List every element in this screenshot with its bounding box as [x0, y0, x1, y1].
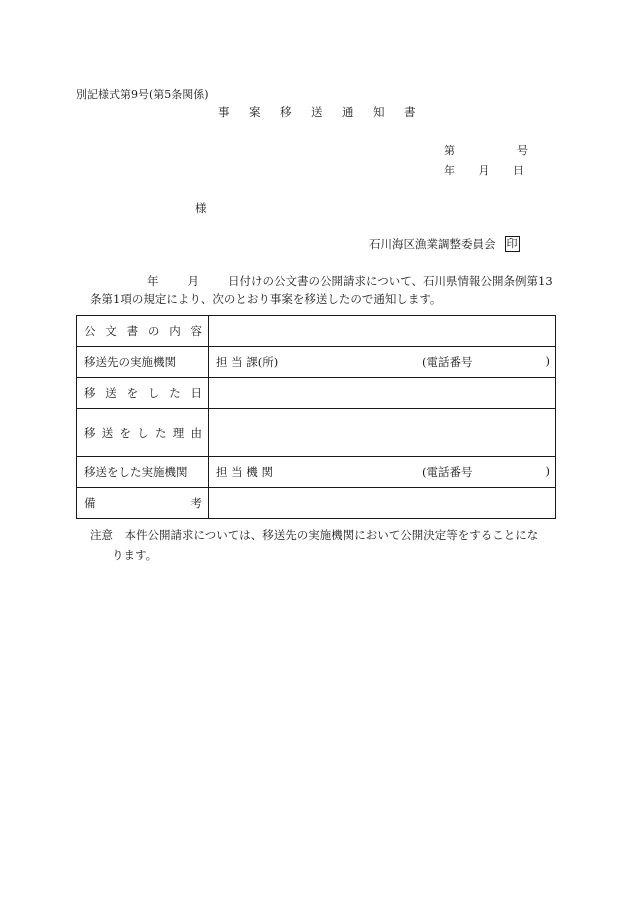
label-char: 文	[105, 324, 117, 338]
sender-block	[369, 236, 520, 252]
label-char: 由	[190, 425, 202, 440]
label-spread	[84, 425, 208, 441]
row-label-transfer-date	[77, 378, 209, 409]
date-year: 年	[444, 164, 455, 177]
destination-value-cell[interactable]	[209, 347, 556, 378]
telephone-field	[422, 464, 550, 480]
body-year: 年	[147, 274, 159, 288]
transfer-reason-value-cell[interactable]	[209, 409, 556, 457]
row-label-contents	[77, 316, 209, 347]
row-label-transfer-reason	[77, 409, 209, 457]
table-row	[77, 457, 556, 488]
date-month: 月	[478, 164, 490, 177]
row-label-remarks	[77, 488, 209, 519]
label-spread	[84, 495, 208, 511]
label-char: 公	[84, 324, 96, 338]
tel-open: (電話番号	[422, 355, 473, 369]
document-title: 事案移送通知書	[218, 105, 435, 119]
form-number: 別記様式第9号(第5条関係)	[76, 88, 209, 101]
label-char: 移	[84, 425, 96, 440]
label-char: し	[147, 386, 160, 400]
label-char: 移	[84, 386, 96, 400]
body-line1-rest: 日付けの公文書の公開請求について、石川県情報公開条例第13	[228, 274, 553, 288]
table-row	[77, 488, 556, 519]
transferring-agency-value-cell[interactable]	[209, 457, 556, 488]
notice-line-2: ります。	[112, 548, 158, 562]
tel-open: (電話番号	[422, 465, 473, 479]
document-number-line	[444, 142, 528, 158]
label-char: の	[147, 324, 160, 338]
tel-close: )	[545, 464, 550, 478]
label-char: し	[137, 425, 149, 440]
row-label-destination	[77, 347, 209, 378]
label-char: 容	[190, 324, 202, 338]
remarks-label-left: 備	[84, 496, 96, 510]
body-line-2: 条第1項の規定により、次のとおり事案を移送したので通知します。	[90, 292, 442, 306]
table-row	[77, 316, 556, 347]
body-line-1	[147, 273, 553, 289]
remarks-label-right: 考	[190, 496, 202, 510]
label-char: 書	[126, 324, 139, 338]
label-char: 送	[105, 386, 117, 400]
seal-mark: 印	[506, 237, 518, 250]
label-char: 理	[172, 425, 185, 440]
label-spread	[84, 323, 208, 339]
issue-date-line	[444, 162, 524, 178]
number-prefix: 第	[444, 144, 455, 157]
contents-value-cell[interactable]	[209, 316, 556, 347]
date-day: 日	[513, 164, 524, 177]
telephone-field	[422, 354, 550, 370]
person-in-charge-label	[216, 354, 422, 370]
notice-line-1: 注意 本件公開請求については、移送先の実施機関において公開決定等をすることにな	[90, 528, 539, 542]
person-label-text: 担 当 課(所)	[216, 355, 279, 369]
label-text: 移送をした実施機関	[84, 465, 188, 479]
agency-in-charge-label	[216, 464, 422, 480]
transfer-date-value-cell[interactable]	[209, 378, 556, 409]
agency-label-text: 担 当 機 関	[216, 465, 273, 479]
number-suffix: 号	[517, 144, 528, 157]
table-row	[77, 409, 556, 457]
sender-name: 石川海区漁業調整委員会	[369, 237, 496, 251]
label-char: 日	[190, 386, 202, 400]
agency-fields	[209, 464, 555, 480]
destination-fields	[209, 354, 555, 370]
transfer-details-table	[76, 315, 556, 519]
label-char: 送	[101, 425, 114, 440]
table-row	[77, 378, 556, 409]
label-char: た	[169, 386, 181, 400]
label-char: た	[155, 425, 167, 440]
row-label-transferring-agency	[77, 457, 209, 488]
remarks-value-cell[interactable]	[209, 488, 556, 519]
table-row	[77, 347, 556, 378]
label-spread	[84, 385, 208, 401]
label-text: 移送先の実施機関	[84, 355, 176, 369]
tel-close: )	[545, 354, 550, 368]
addressee: 様	[195, 201, 207, 215]
label-char: を	[119, 425, 131, 440]
label-char: 内	[169, 324, 181, 338]
body-month: 月	[187, 274, 199, 288]
label-char: を	[126, 386, 139, 400]
